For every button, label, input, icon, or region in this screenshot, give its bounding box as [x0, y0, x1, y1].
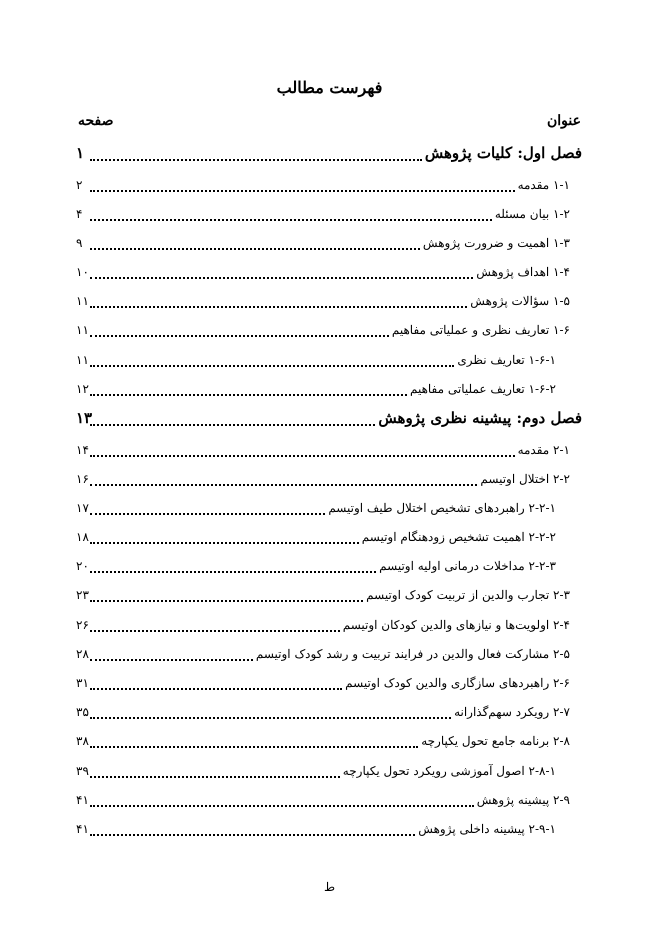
toc-page-number: ۱۱ — [76, 294, 89, 309]
toc-page-number: ۲۳ — [76, 588, 89, 603]
dot-leader — [90, 323, 389, 337]
toc-entry-label: ۲-۸ برنامه جامع تحول یکپارچه — [418, 734, 570, 748]
toc-page-number: ۱۱ — [76, 323, 89, 338]
dot-leader — [90, 793, 474, 807]
toc-entry-label: ۲-۴ اولویت‌ها و نیازهای والدین کودکان اوتیسم — [340, 618, 570, 632]
toc-entry[interactable] — [76, 376, 582, 405]
table-of-contents — [76, 140, 582, 845]
toc-entry-label: ۲-۲-۲ اهمیت تشخیص زودهنگام اوتیسم — [359, 530, 556, 544]
page-title: فهرست مطالب — [276, 78, 383, 97]
toc-page-number: ۴۱ — [76, 821, 89, 836]
toc-page-number: ۱ — [76, 144, 85, 162]
dot-leader — [90, 294, 467, 308]
toc-entry-label: ۱-۱ مقدمه — [515, 178, 570, 192]
dot-leader — [90, 734, 418, 748]
toc-entry[interactable] — [76, 437, 582, 466]
toc-page-number: ۲۶ — [76, 617, 89, 632]
dot-leader — [90, 207, 492, 221]
toc-entry-label: ۱-۴ اهداف پژوهش — [473, 265, 570, 279]
dot-leader — [90, 588, 363, 602]
toc-page-number: ۱۲ — [76, 381, 89, 396]
toc-entry-label: ۱-۲ بیان مسئله — [492, 207, 570, 221]
toc-page-number: ۱۳ — [76, 409, 93, 427]
toc-entry[interactable] — [76, 495, 582, 524]
toc-entry[interactable] — [76, 582, 582, 611]
toc-page-number: ۳۱ — [76, 676, 89, 690]
dot-leader — [90, 618, 340, 632]
dot-leader — [90, 647, 253, 661]
toc-entry[interactable] — [76, 259, 582, 288]
toc-entry[interactable] — [76, 787, 582, 816]
toc-entry-label: ۲-۹-۱ پیشینه داخلی پژوهش — [415, 822, 556, 836]
toc-entry-label: ۱-۵ سؤالات پژوهش — [467, 294, 570, 308]
toc-entry[interactable] — [76, 612, 582, 641]
toc-entry[interactable] — [76, 288, 582, 317]
toc-chapter-entry[interactable] — [76, 140, 582, 172]
toc-entry-label: ۲-۷ رویکرد سهم‌گذارانه — [451, 705, 570, 719]
toc-entry-label: فصل دوم: پیشینه نظری پژوهش — [375, 409, 582, 427]
toc-page-number: ۲۰ — [76, 559, 89, 574]
toc-page-number: ۱۷ — [76, 500, 89, 515]
dot-leader — [90, 353, 454, 367]
toc-entry-label: ۱-۶ تعاریف نظری و عملیاتی مفاهیم — [389, 323, 570, 337]
toc-entry[interactable] — [76, 816, 582, 845]
toc-entry[interactable] — [76, 758, 582, 787]
toc-entry[interactable] — [76, 317, 582, 346]
toc-entry[interactable] — [76, 230, 582, 259]
toc-entry-label: ۲-۱ مقدمه — [515, 443, 570, 457]
dot-leader — [90, 145, 422, 161]
toc-entry[interactable] — [76, 347, 582, 376]
toc-entry-label: ۲-۲-۳ مداخلات درمانی اولیه اوتیسم — [376, 559, 556, 573]
dot-leader — [90, 764, 340, 778]
toc-entry-label: ۱-۶-۲ تعاریف عملیاتی مفاهیم — [407, 382, 556, 396]
toc-entry-label: ۲-۵ مشارکت فعال والدین در فرایند تربیت و رشد کودک اوتیسم — [253, 647, 570, 661]
toc-entry-label: ۲-۲ اختلال اوتیسم — [477, 472, 570, 486]
toc-entry[interactable] — [76, 728, 582, 757]
toc-entry[interactable] — [76, 524, 582, 553]
toc-page-number: ۳۸ — [76, 734, 89, 749]
toc-page-number: ۳۹ — [76, 763, 89, 778]
toc-page-number: ۱۸ — [76, 530, 89, 545]
dot-leader — [90, 559, 376, 573]
dot-leader — [90, 472, 477, 486]
toc-entry[interactable] — [76, 201, 582, 230]
toc-entry-label: ۲-۲-۱ راهبردهای تشخیص اختلال طیف اوتیسم — [325, 501, 556, 515]
toc-entry-label: ۲-۸-۱ اصول آموزشی رویکرد تحول یکپارچه — [340, 764, 556, 778]
toc-page-number: ۹ — [76, 235, 83, 250]
toc-entry[interactable] — [76, 699, 582, 728]
dot-leader — [90, 443, 515, 457]
toc-chapter-entry[interactable] — [76, 405, 582, 437]
dot-leader — [90, 236, 420, 250]
toc-entry-label: فصل اول: کلیات پژوهش — [422, 144, 582, 162]
toc-page-number: ۳۵ — [76, 705, 89, 720]
dot-leader — [90, 822, 415, 836]
column-header-page: صفحه — [78, 113, 114, 129]
dot-leader — [90, 178, 515, 192]
toc-entry-label: ۱-۶-۱ تعاریف نظری — [454, 353, 556, 367]
toc-page-number: ۴ — [76, 206, 83, 221]
dot-leader — [90, 705, 451, 719]
toc-page-number: ۱۶ — [76, 471, 89, 486]
toc-page-number: ۱۱ — [76, 352, 89, 367]
toc-page-number: ۱۰ — [76, 265, 89, 280]
column-header-title: عنوان — [547, 113, 581, 129]
toc-entry[interactable] — [76, 553, 582, 582]
toc-entry[interactable] — [76, 670, 582, 699]
toc-entry-label: ۲-۳ تجارب والدین از تربیت کودک اوتیسم — [363, 588, 570, 602]
toc-page-number: ۴۱ — [76, 792, 89, 807]
toc-page-number: ۱۴ — [76, 442, 89, 457]
dot-leader — [90, 530, 359, 544]
dot-leader — [90, 501, 325, 515]
toc-entry-label: ۱-۳ اهمیت و ضرورت پژوهش — [420, 236, 570, 250]
dot-leader — [90, 265, 473, 279]
toc-entry-label: ۲-۹ پیشینه پژوهش — [474, 793, 570, 807]
toc-entry[interactable] — [76, 172, 582, 201]
toc-entry[interactable] — [76, 466, 582, 495]
toc-page-number: ۲۸ — [76, 646, 89, 661]
page-number-footer: ط — [323, 880, 336, 894]
toc-page-number: ۲ — [76, 177, 83, 192]
toc-entry-label: ۲-۶ راهبردهای سازگاری والدین کودک اوتیسم — [342, 676, 570, 690]
dot-leader — [90, 676, 342, 690]
dot-leader — [90, 410, 375, 426]
toc-entry[interactable] — [76, 641, 582, 670]
dot-leader — [90, 382, 407, 396]
